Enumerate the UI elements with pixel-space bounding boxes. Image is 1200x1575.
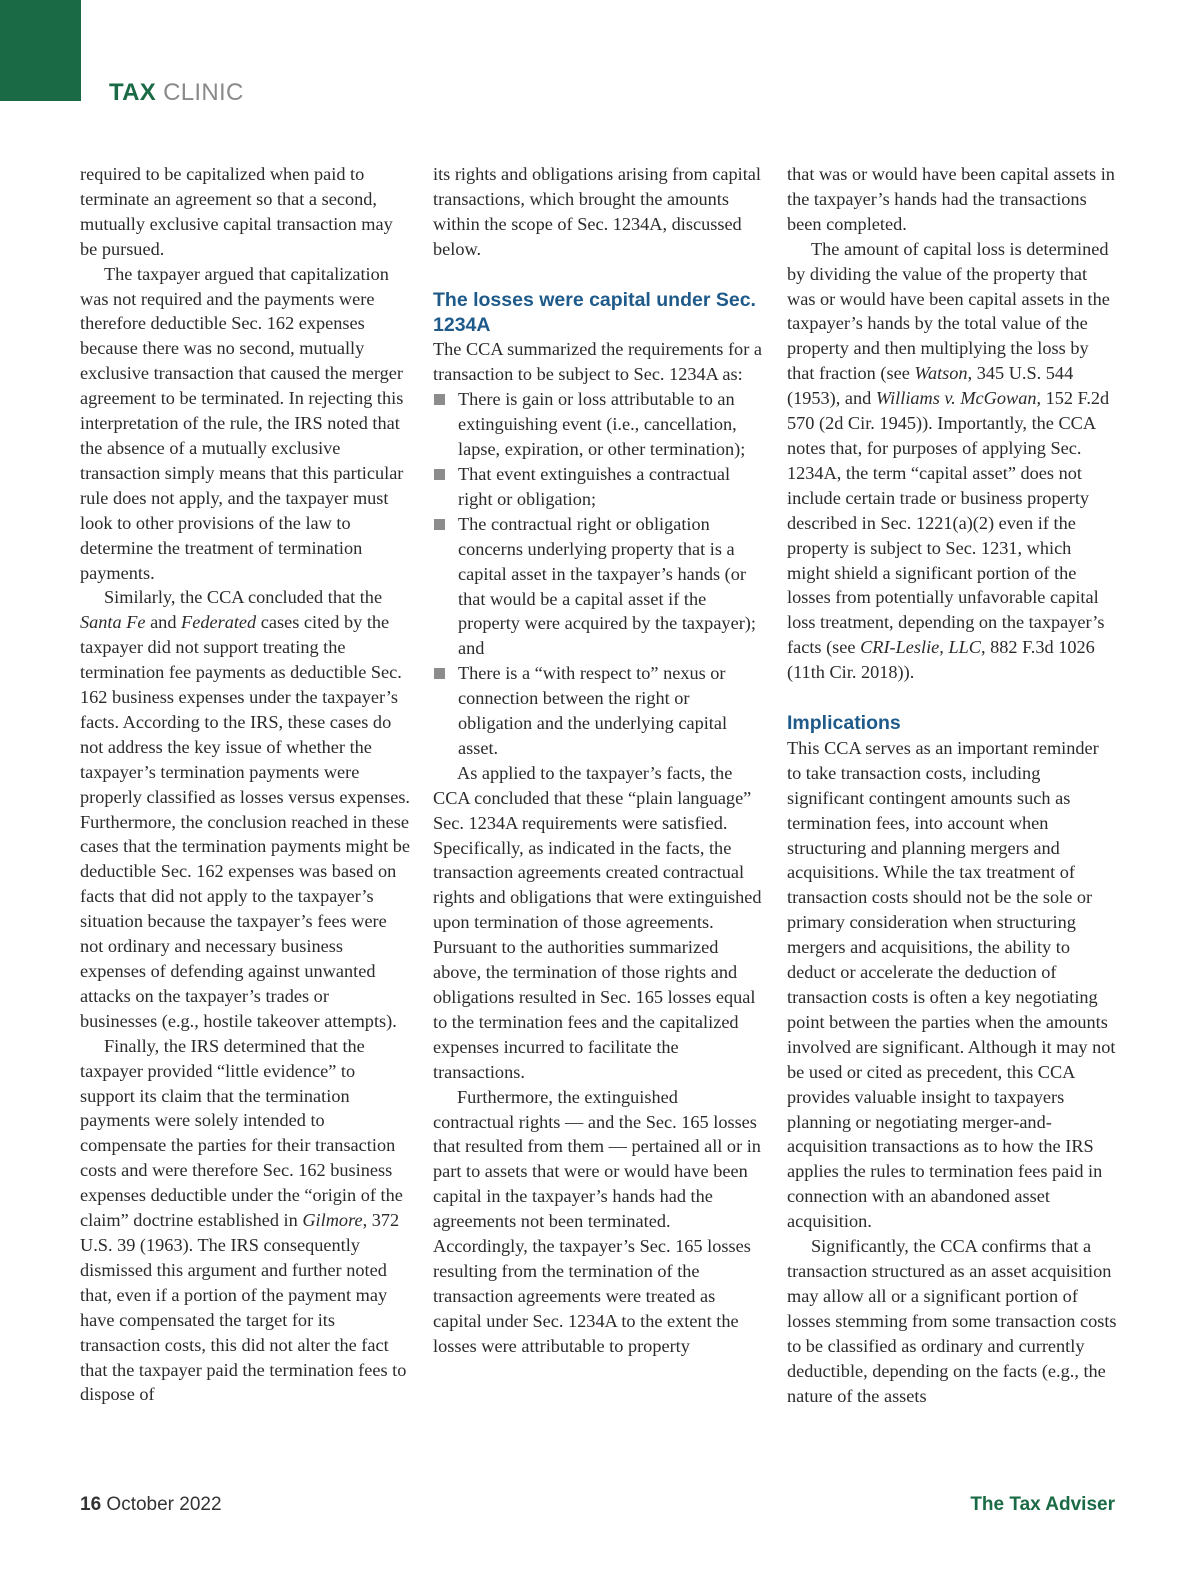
paragraph: its rights and obligations arising from capital transactions, which brought the amounts within the scope of Sec. 1234A, discussed below. [433,164,761,259]
section-color-tab [0,0,81,101]
case-name: Gilmore [302,1210,363,1231]
paragraph: Furthermore, the extinguished contractual rights — and the Sec. 165 losses that resulted from them — pertained all or in part to assets that were or would have been capital in the taxpayer’s hands had the agreements not been terminated. Accordingly, the taxpayer’s Sec. 165 losses resulting from the termination of the transaction agreements were treated as capital under Sec. 1234A to the extent the losses were attributable to property [433,1086,761,1356]
publication-name: The Tax Adviser [970,1494,1115,1515]
paragraph: This CCA serves as an important reminder to take transaction costs, including significant contingent amounts such as termination fees, into account when structuring and planning mergers and acquisitions. While the tax treatment of transaction costs should not be the sole or primary consideration when structuring mergers and acquisitions, the ability to deduct or accelerate the deduction of transaction costs is often a key negotiating point between the parties when the amounts involved are significant. Although it may not be used or cited as precedent, this CCA provides valuable insight to taxpayers planning or negotiating merger-and-acquisition transactions as to how the IRS applies the rules to termination fees paid in connection with an abandoned asset acquisition. [787,737,1116,1232]
issue-date: October 2022 [106,1494,222,1515]
case-name: Watson [914,363,968,384]
case-name: Federated [181,612,257,633]
page-number: 16 [80,1494,102,1515]
paragraph: that was or would have been capital assets in the taxpayer’s hands had the transactions been completed. [787,164,1115,234]
paragraph: Significantly, the CCA confirms that a transaction structured as an asset acquisition may allow all or a significant portion of losses stemming from some transaction costs to be classified as ordinary and currently deductible, depending on the facts (e.g., the nature of the assets [787,1236,1117,1406]
square-bullet-icon [434,394,445,405]
paragraph: Finally, the IRS determined that the taxpayer provided “little evidence” to support its claim that the termination payments were solely intended to compensate the parties for their transaction costs and were therefore Sec. 162 business expenses deductible under the “origin of the claim” doctrine established in Gilmore, 372 U.S. 39 (1963). The IRS consequently dismissed this argument and further noted that, even if a portion of the payment may have compensated the target for its transaction costs, this did not alter the fact that the taxpayer paid the termination fees to dispose of [80,1035,407,1405]
square-bullet-icon [434,469,445,480]
section-heading: Implications [787,712,901,735]
list-item: That event extinguishes a contractual right or obligation; [433,462,763,512]
list-item: There is a “with respect to” nexus or connection between the right or obligation and the underlying capital asset. [433,661,763,761]
case-name: Williams v. McGowan [875,388,1037,409]
section-heading: The losses were capital under Sec. 1234A [433,288,756,336]
paragraph: As applied to the taxpayer’s facts, the CCA concluded that these “plain language” Sec. 1234A requirements were satisfied. Specifically, as indicated in the facts, the transaction agreements created contractual rights and obligations that were extinguished upon termination of those agreements. Pursuant to the authorities summarized above, the termination of those rights and obligations resulted in Sec. 165 losses equal to the termination fees and the capitalized expenses incurred to facilitate the transactions. [433,762,762,1082]
paragraph: Similarly, the CCA concluded that the Santa Fe and Federated cases cited by the taxpayer did not support treating the termination fee payments as deductible Sec. 162 business expenses under the taxpayer’s facts. According to the IRS, these cases do not address the key issue of whether the taxpayer’s termination payments were properly classified as losses versus expenses. Furthermore, the conclusion reached in these cases that the termination payments might be deductible Sec. 162 expenses was based on facts that did not apply to the taxpayer’s situation because the taxpayer’s fees were not ordinary and necessary business expenses of defending against unwanted attacks on the taxpayer’s trades or businesses (e.g., hostile takeover attempts). [80,587,410,1031]
square-bullet-icon [434,519,445,530]
column-3 [787,162,1117,1408]
requirements-list [433,387,763,761]
section-label-bold: TAX [109,79,157,106]
paragraph: The CCA summarized the requirements for a transaction to be subject to Sec. 1234A as: [433,339,762,385]
paragraph: The amount of capital loss is determined by dividing the value of the property that was or would have been capital assets in the taxpayer’s hands by the total value of the property and then multiplying the loss by that fraction (see Watson, 345 U.S. 544 (1953), and Williams v. McGowan, 152 F.2d 570 (2d Cir. 1945)). Importantly, the CCA notes that, for purposes of applying Sec. 1234A, the term “capital asset” does not include certain trade or business property described in Sec. 1221(a)(2) even if the property is subject to Sec. 1231, which might shield a significant portion of the losses from potentially unfavorable capital loss treatment, depending on the taxpayer’s facts (see CRI-Leslie, LLC, 882 F.3d 1026 (11th Cir. 2018)). [787,238,1110,683]
list-item: There is gain or loss attributable to an extinguishing event (i.e., cancellation, lapse, expiration, or other termination); [433,387,763,462]
paragraph: required to be capitalized when paid to terminate an agreement so that a second, mutually exclusive capital transaction may be pursued. [80,164,393,259]
case-name: CRI-Leslie, LLC [860,637,981,658]
page-footer-left [80,1494,222,1516]
column-2 [433,162,763,1359]
section-label-light: CLINIC [163,79,244,106]
case-name: Santa Fe [80,612,146,633]
list-item: The contractual right or obligation concerns underlying property that is a capital asset in the taxpayer’s hands (or that would be a capital asset if the property were acquired by the taxpayer); and [433,512,763,661]
square-bullet-icon [434,668,445,679]
paragraph: The taxpayer argued that capitalization was not required and the payments were therefore deductible Sec. 162 expenses because there was no second, mutually exclusive transaction that caused the merger agreement to be terminated. In rejecting this interpretation of the rule, the IRS noted that the absence of a mutually exclusive transaction simply means that this particular rule does not apply, and the taxpayer must look to other provisions of the law to determine the treatment of termination payments. [80,263,404,583]
section-label [109,79,244,107]
column-1 [80,162,410,1407]
